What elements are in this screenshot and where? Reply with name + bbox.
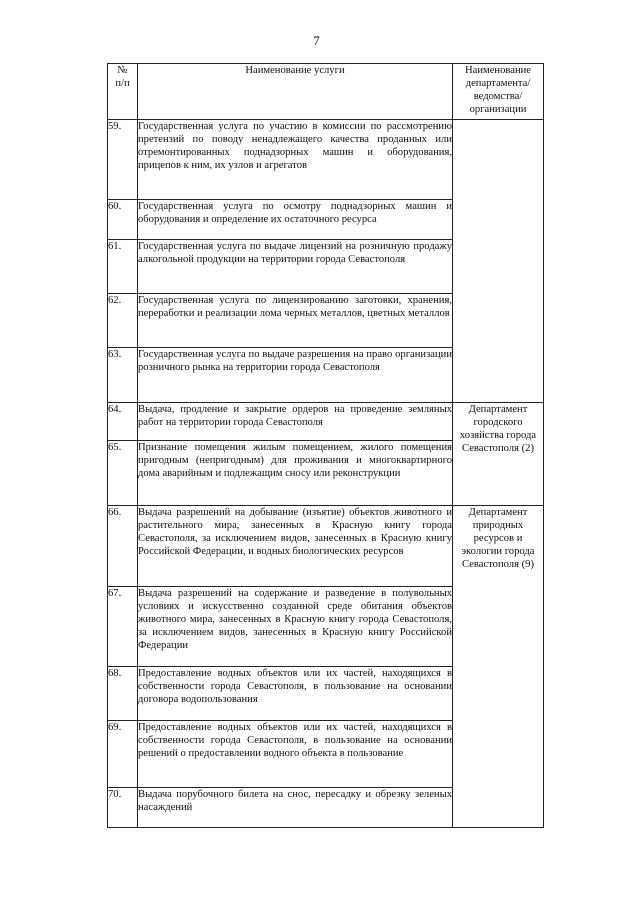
services-table: [107, 63, 544, 828]
row-department-empty: [453, 120, 544, 403]
row-number: 66.: [108, 506, 138, 587]
header-number-symbol: №: [117, 65, 128, 76]
row-service-name: Выдача, продление и закрытие ордеров на проведение земляных работ на территории города Севастополя: [138, 403, 453, 441]
page-number: 7: [313, 33, 320, 48]
row-service-name: Государственная услуга по выдаче разрешения на право организации розничного рынка на территории города Севастополя: [138, 348, 453, 403]
row-service-name: Государственная услуга по лицензированию заготовки, хранения, переработки и реализации лома черных металлов, цветных металлов: [138, 294, 453, 348]
row-department-housing: Департамент городского хозяйства города Севастополя (2): [453, 403, 544, 506]
row-number: 69.: [108, 721, 138, 788]
header-department-line3: организации: [469, 104, 527, 115]
row-number: 62.: [108, 294, 138, 348]
row-number: 70.: [108, 788, 138, 828]
row-number: 60.: [108, 200, 138, 240]
header-number: [108, 64, 138, 120]
header-service-name: Наименование услуги: [138, 64, 453, 120]
table-row: [108, 120, 544, 200]
row-number: 68.: [108, 667, 138, 721]
table-row: [108, 506, 544, 587]
row-service-name: Предоставление водных объектов или их частей, находящихся в собственности города Севастополя, в пользование на основании договора водопользования: [138, 667, 453, 721]
row-service-name: Предоставление водных объектов или их частей, находящихся в собственности города Севастополя, в пользование на основании решений о предоставлении водного объекта в пользование: [138, 721, 453, 788]
row-service-name: Государственная услуга по участию в комиссии по рассмотрению претензий по поводу ненадлежащего качества проданных или отремонтированных поднадзорных машин и оборудования, прицепов к ним, их узлов и агрегатов: [138, 120, 453, 200]
row-service-name: Государственная услуга по выдаче лицензий на розничную продажу алкогольной продукции на территории города Севастополя: [138, 240, 453, 294]
row-service-name: Выдача разрешений на содержание и разведение в полувольных условиях и искусственно созданной среде обитания объектов животного мира, занесенных в Красную книгу города Севастополя, за исключением видов, занесенных в Красную книгу Российской Федерации: [138, 587, 453, 667]
row-number: 64.: [108, 403, 138, 441]
table-header-row: [108, 64, 544, 120]
header-department-line1: Наименование: [465, 65, 531, 76]
row-service-name: Признание помещения жилым помещением, жилого помещения пригодным (непригодным) для проживания и многоквартирного дома аварийным и подлежащим сносу или реконструкции: [138, 441, 453, 506]
row-number: 61.: [108, 240, 138, 294]
row-number: 63.: [108, 348, 138, 403]
row-number: 65.: [108, 441, 138, 506]
row-number: 59.: [108, 120, 138, 200]
header-department-line2: департамента/ведомства/: [465, 78, 531, 102]
header-number-abbr: п/п: [115, 78, 130, 89]
row-service-name: Государственная услуга по осмотру поднадзорных машин и оборудования и определение их остаточного ресурса: [138, 200, 453, 240]
row-department-ecology: Департамент природных ресурсов и экологии города Севастополя (9): [453, 506, 544, 828]
table-row: [108, 403, 544, 441]
row-service-name: Выдача разрешений на добывание (изъятие) объектов животного и растительного мира, занесенных в Красную книгу города Севастополя, за исключением видов, занесенных в Красную книгу Российской Федерации, и водных биологических ресурсов: [138, 506, 453, 587]
row-service-name: Выдача порубочного билета на снос, пересадку и обрезку зеленых насаждений: [138, 788, 453, 828]
row-number: 67.: [108, 587, 138, 667]
header-department: [453, 64, 544, 120]
